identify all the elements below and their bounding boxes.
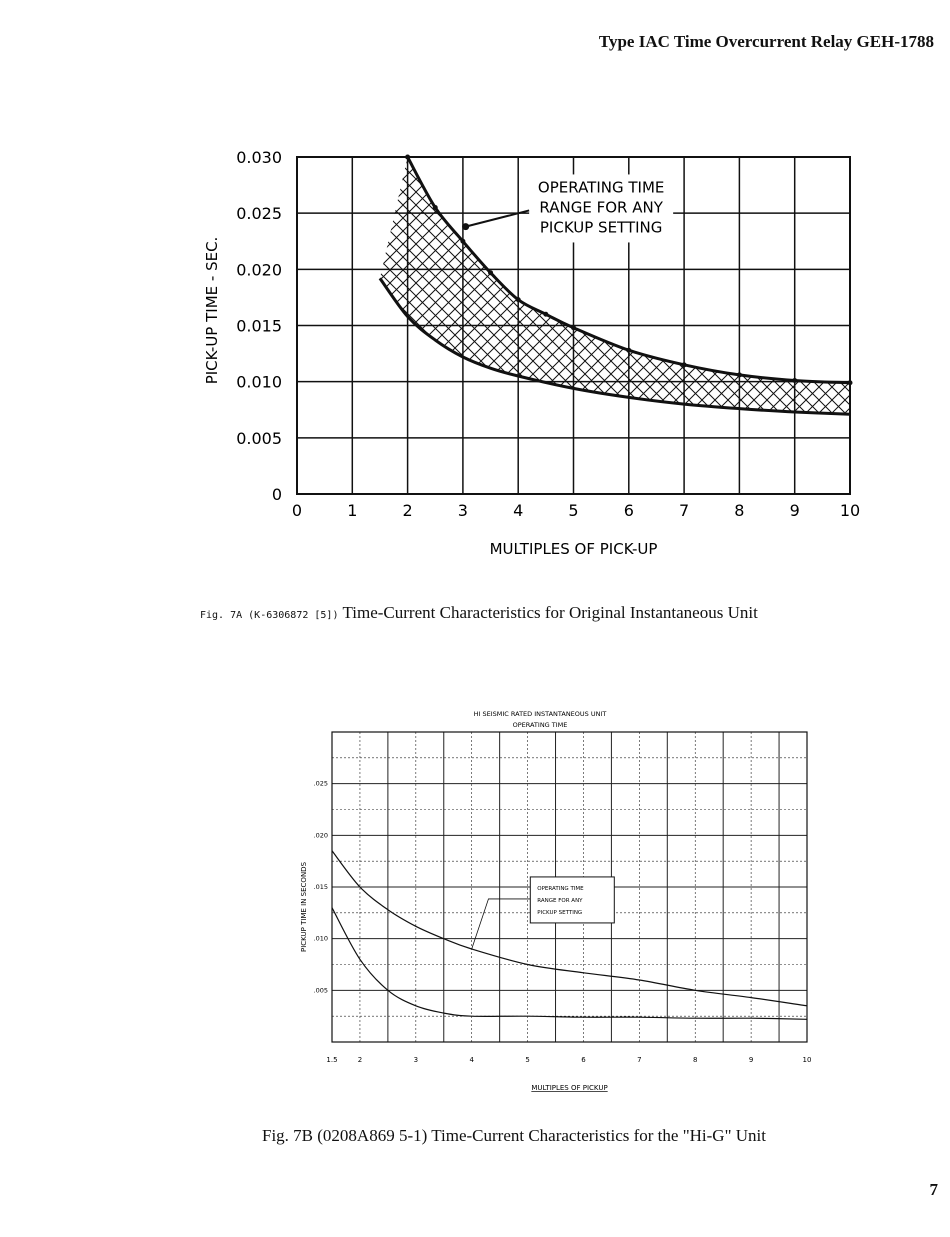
x-tick-label: 8 bbox=[693, 1056, 698, 1064]
x-tick-label: 9 bbox=[748, 1056, 754, 1064]
x-tick-label: 5 bbox=[568, 501, 579, 520]
x-tick-label: 1.5 bbox=[326, 1056, 338, 1064]
data-point bbox=[682, 362, 687, 367]
y-tick-label: .005 bbox=[313, 986, 328, 995]
chart-a-x-ticks bbox=[292, 501, 860, 520]
x-tick-label: 5 bbox=[525, 1056, 530, 1064]
annotation-line: OPERATING TIME bbox=[537, 178, 665, 197]
chart-b-y-ticks bbox=[314, 780, 328, 995]
page-number: 7 bbox=[929, 1180, 938, 1199]
y-tick-label: 0 bbox=[271, 485, 282, 504]
y-tick-label: 0.025 bbox=[236, 204, 282, 224]
y-tick-label: 0.030 bbox=[236, 148, 282, 167]
data-point bbox=[516, 297, 521, 302]
chart-a-y-label: PICK-UP TIME - SEC. bbox=[203, 236, 221, 385]
x-tick-label: 3 bbox=[413, 1056, 419, 1064]
figure-7a-caption bbox=[200, 603, 758, 623]
page-header: Type IAC Time Overcurrent Relay GEH-1788 bbox=[598, 32, 934, 51]
y-tick-label: 0.015 bbox=[236, 316, 282, 336]
annotation-dot bbox=[462, 223, 469, 230]
chart-b-y-label: PICKUP TIME IN SECONDS bbox=[300, 861, 308, 953]
x-tick-label: 3 bbox=[457, 501, 468, 520]
x-tick-label: 10 bbox=[802, 1056, 812, 1064]
x-tick-label: 0 bbox=[291, 501, 303, 520]
x-tick-label: 9 bbox=[789, 501, 800, 520]
chart-a-y-ticks bbox=[236, 148, 282, 504]
data-point bbox=[737, 372, 742, 377]
x-tick-label: 7 bbox=[637, 1056, 642, 1064]
data-point bbox=[433, 205, 438, 210]
y-tick-label: .015 bbox=[313, 883, 328, 891]
y-tick-label: 0.020 bbox=[236, 260, 282, 280]
data-point bbox=[460, 239, 465, 244]
chart-b-subtitle: OPERATING TIME bbox=[512, 721, 568, 729]
chart-b-titles bbox=[474, 710, 607, 729]
figure-7a-caption-prefix: Fig. 7A (K-6306872 [5]) bbox=[200, 610, 339, 621]
y-tick-label: .010 bbox=[313, 934, 328, 943]
annotation-line: OPERATING TIME bbox=[537, 885, 584, 892]
data-point bbox=[571, 325, 576, 330]
data-point bbox=[543, 312, 548, 317]
annotation-line: PICKUP SETTING bbox=[539, 218, 663, 237]
x-tick-label: 7 bbox=[679, 501, 690, 520]
x-tick-label: 8 bbox=[734, 501, 745, 520]
chart-fig-7b bbox=[290, 700, 830, 1110]
chart-b-upper-curve bbox=[332, 851, 807, 1006]
x-tick-label: 4 bbox=[513, 501, 524, 520]
chart-b-lower-curve bbox=[332, 908, 807, 1020]
x-tick-label: 6 bbox=[581, 1056, 586, 1064]
y-tick-label: 0.010 bbox=[236, 372, 282, 392]
y-tick-label: .025 bbox=[313, 779, 328, 788]
x-tick-label: 6 bbox=[623, 501, 634, 520]
annotation-line: RANGE FOR ANY bbox=[539, 198, 663, 217]
x-tick-label: 10 bbox=[839, 501, 861, 520]
x-tick-label: 2 bbox=[357, 1056, 363, 1064]
annotation-leader bbox=[472, 899, 531, 949]
y-tick-label: 0.005 bbox=[236, 428, 282, 448]
chart-a-annotation bbox=[462, 174, 673, 242]
data-point bbox=[626, 348, 631, 353]
x-tick-label: 1 bbox=[347, 501, 358, 520]
chart-b-x-ticks bbox=[326, 1056, 811, 1064]
chart-b-title: HI SEISMIC RATED INSTANTANEOUS UNIT bbox=[473, 710, 607, 718]
figure-7a-caption-text: Time-Current Characteristics for Original Instantaneous Unit bbox=[342, 603, 758, 622]
annotation-line: RANGE FOR ANY bbox=[537, 897, 583, 904]
x-tick-label: 4 bbox=[469, 1056, 474, 1064]
chart-b-x-label: MULTIPLES OF PICKUP bbox=[531, 1084, 608, 1092]
data-point bbox=[488, 270, 493, 275]
data-point bbox=[792, 378, 797, 383]
chart-a-x-label: MULTIPLES OF PICK-UP bbox=[489, 540, 658, 558]
y-tick-label: .020 bbox=[313, 831, 328, 840]
chart-fig-7a bbox=[195, 140, 875, 570]
x-tick-label: 2 bbox=[402, 501, 413, 520]
annotation-line: PICKUP SETTING bbox=[537, 909, 583, 916]
figure-7b-caption: Fig. 7B (0208A869 5-1) Time-Current Characteristics for the "Hi-G" Unit bbox=[262, 1126, 766, 1145]
